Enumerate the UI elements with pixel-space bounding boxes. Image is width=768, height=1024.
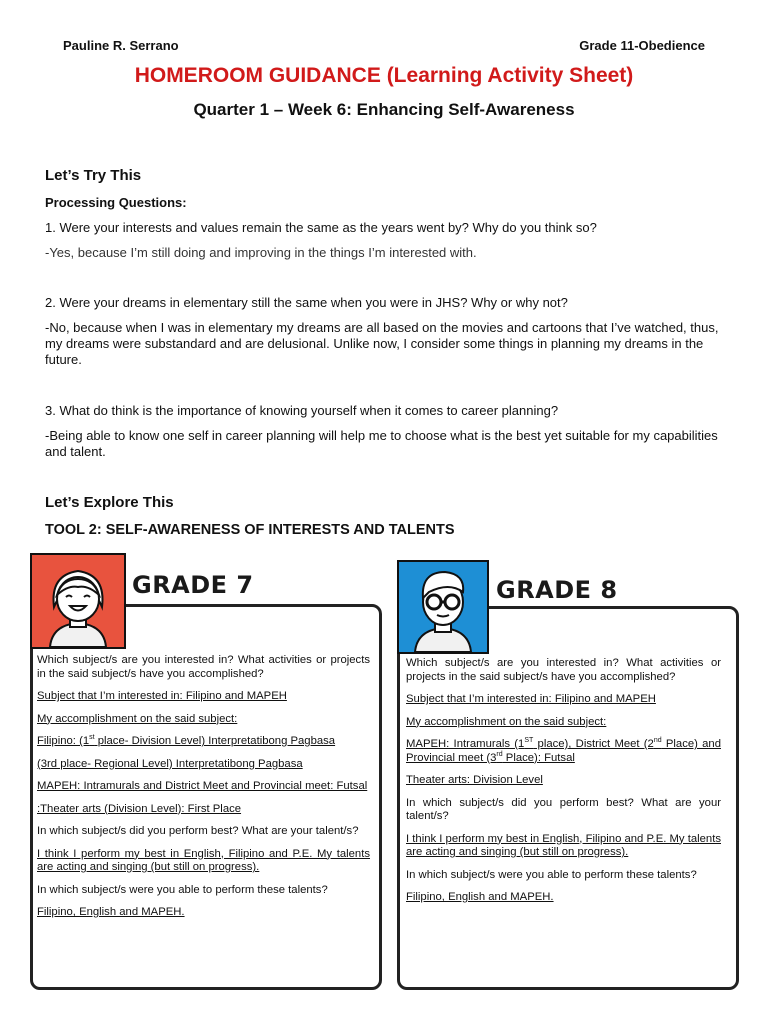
grade-8-content bbox=[406, 657, 721, 914]
g8-answer-3: Filipino, English and MAPEH. bbox=[406, 891, 554, 903]
question-2: 2. Were your dreams in elementary still the same when you were in JHS? Why or why not? bbox=[45, 295, 568, 310]
g7-accomplishment-1: Filipino: (1st place- Division Level) Interpretatibong Pagbasa bbox=[37, 734, 336, 747]
grade-7-avatar bbox=[30, 553, 126, 649]
g7-accomplishment-2: (3rd place- Regional Level) Interpretatibong Pagbasa bbox=[37, 757, 303, 770]
g8-question-1: Which subject/s are you interested in? What activities or projects in the said subject/s have you accomplished? bbox=[406, 657, 721, 683]
g7-question-2: In which subject/s did you perform best? What are your talent/s? bbox=[37, 825, 359, 837]
question-3: 3. What do think is the importance of knowing yourself when it comes to career planning? bbox=[45, 403, 559, 418]
page-subtitle: Quarter 1 – Week 6: Enhancing Self-Awareness bbox=[193, 100, 575, 119]
g8-answer-2: I think I perform my best in English, Filipino and P.E. My talents are acting and singing (but still on progress). bbox=[406, 832, 721, 858]
tool-title: TOOL 2: SELF-AWARENESS OF INTERESTS AND TALENTS bbox=[45, 522, 455, 538]
boy-glasses-avatar-icon bbox=[399, 562, 487, 652]
g7-answer-2: I think I perform my best in English, Filipino and P.E. My talents are acting and singing (but still on progress). bbox=[37, 847, 370, 873]
g7-answer-3: Filipino, English and MAPEH. bbox=[37, 906, 185, 918]
g7-accomplishment-label: My accomplishment on the said subject: bbox=[37, 712, 238, 725]
g7-accomplishment-3: MAPEH: Intramurals and District Meet and Provincial meet: Futsal bbox=[37, 780, 368, 792]
g7-interest: Subject that I’m interested in: Filipino and MAPEH bbox=[37, 690, 287, 702]
g8-question-3: In which subject/s were you able to perform these talents? bbox=[406, 868, 697, 881]
g8-question-2: In which subject/s did you perform best? What are your talent/s? bbox=[406, 796, 721, 822]
section-heading-try: Let’s Try This bbox=[45, 167, 142, 184]
section-heading-explore: Let’s Explore This bbox=[45, 494, 174, 511]
grade-section: Grade 11-Obedience bbox=[579, 38, 705, 53]
g8-accomplishment-1: MAPEH: Intramurals (1ST place), District Meet (2nd Place) and Provincial meet (3rd Place): Futsal bbox=[406, 737, 721, 764]
grade-7-content bbox=[37, 654, 370, 929]
answer-2: -No, because when I was in elementary my dreams are all based on the movies and cartoons that I’ve watched, thus, my dreams were substandard and are delusional. Unlike now, I consider some things in planning my dreams in the future. bbox=[45, 320, 719, 367]
grade-8-label: GRADE 8 bbox=[496, 576, 618, 604]
question-1: 1. Were your interests and values remain the same as the years went by? Why do you think so? bbox=[45, 220, 597, 235]
student-name: Pauline R. Serrano bbox=[63, 38, 179, 53]
g7-accomplishment-4: :Theater arts (Division Level): First Place bbox=[37, 802, 242, 815]
processing-questions-label: Processing Questions: bbox=[45, 195, 187, 210]
answer-1: -Yes, because I’m still doing and improving in the things I’m interested with. bbox=[45, 245, 477, 260]
g8-accomplishment-2: Theater arts: Division Level bbox=[406, 774, 543, 786]
g7-question-1: Which subject/s are you interested in? What activities or projects in the said subject/s have you accomplished? bbox=[37, 654, 370, 680]
girl-avatar-icon bbox=[32, 555, 124, 647]
g7-question-3: In which subject/s were you able to perform these talents? bbox=[37, 883, 328, 896]
page-title: HOMEROOM GUIDANCE (Learning Activity Sheet) bbox=[134, 64, 634, 87]
grade-7-label: GRADE 7 bbox=[132, 571, 254, 599]
grade-8-avatar bbox=[397, 560, 489, 654]
g8-accomplishment-label: My accomplishment on the said subject: bbox=[406, 715, 607, 728]
answer-3: -Being able to know one self in career planning will help me to choose what is the best yet suitable for my capabilities and talent. bbox=[45, 428, 718, 459]
g8-interest: Subject that I’m interested in: Filipino and MAPEH bbox=[406, 693, 656, 705]
